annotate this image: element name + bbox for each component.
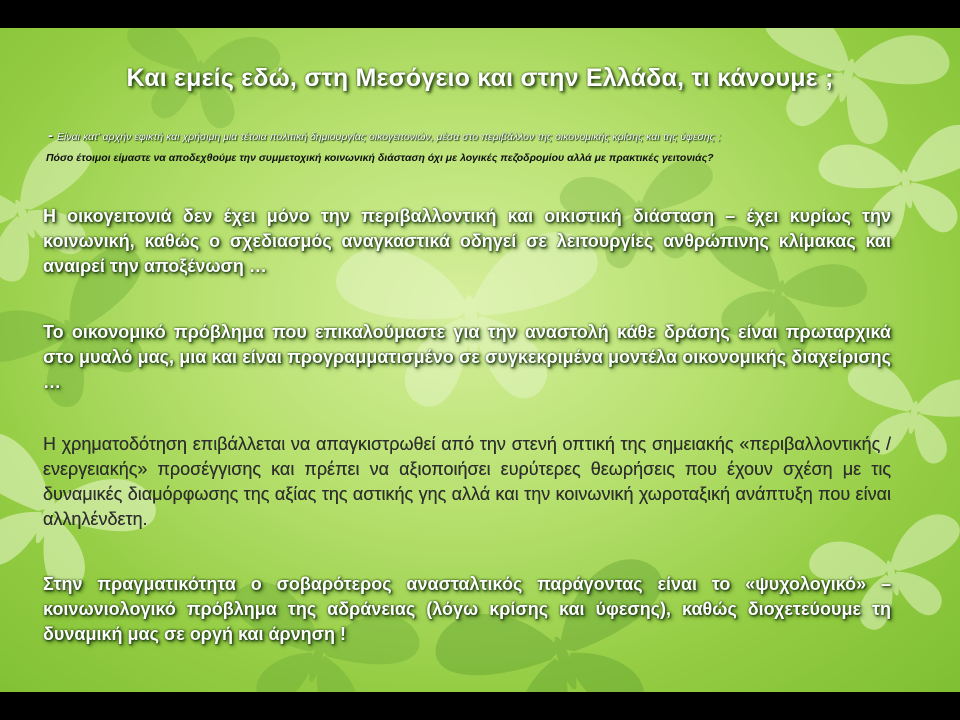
slide-title: Και εμείς εδώ, στη Μεσόγειο και στην Ελλάδα, τι κάνουμε ; — [126, 64, 834, 92]
subtitle-question-2: Πόσο έτοιμοι είμαστε να αποδεχθούμε την συμμετοχική κοινωνική διάσταση όχι με λογικές πεζοδρομίου αλλά με πρακτικές γειτονιάς? — [46, 152, 714, 164]
subtitle-question-1 — [48, 127, 928, 144]
paragraph-psychological-factor: Στην πραγματικότητα ο σοβαρότερος ανασταλτικός παράγοντας είναι το «ψυχολογικό» – κοινωνιολογικό πρόβλημα της αδράνειας (λόγω κρίσης και ύφεσης), καθώς διοχετεύουμε τη δυναμική μας σε οργή και άρνηση ! — [43, 574, 891, 644]
paragraph-economic-problem: Το οικονομικό πρόβλημα που επικαλούμαστε για την αναστολή κάθε δράσης είναι πρωταρχικά στο μυαλό μας, μια και είναι προγραμματισμένο σε συγκεκριμένα μοντέλα οικονομικής διαχείρισης … — [43, 322, 891, 392]
paragraph-oikogeitonia: Η οικογειτονιά δεν έχει μόνο την περιβαλλοντική και οικιστική διάσταση – έχει κυρίως την κοινωνική, καθώς ο σχεδιασμός αναγκαστικά οδηγεί σε λειτουργίες ανθρώπινης κλίμακας και αναιρεί την αποξένωση … — [43, 206, 891, 276]
paragraph-financing: Η χρηματοδότηση επιβάλλεται να απαγκιστρωθεί από την στενή οπτική της σημειακής «περιβαλλοντικής / ενεργειακής» προσέγγισης και πρέπει να αξιοποιήσει ευρύτερες θεωρήσεις που έχουν σχέση με τις δυναμικές διαμόρφωσης της αξίας της αστικής γης αλλά και την κοινωνική χωροταξική ανάπτυξη που είναι αλληλένδετη. — [43, 434, 891, 529]
slide — [0, 28, 960, 692]
subtitle-question-1-text: Είναι κατ’ αρχήν εφικτή και χρήσιμη μια τέτοια πολιτική δημιουργίας οικογειτονιών, μέσα στο περιβάλλον της οικονομικής κρίσης και της ύφεσης ; — [57, 131, 721, 143]
subtitle-dash: - — [48, 127, 53, 144]
